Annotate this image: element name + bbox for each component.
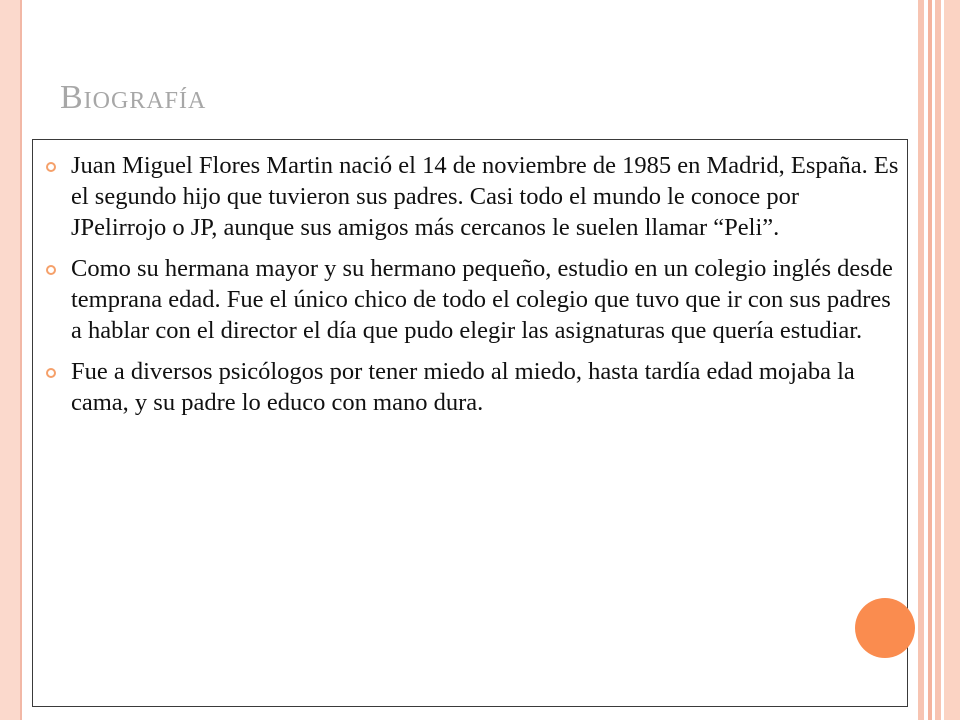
bullet-item xyxy=(40,253,900,346)
right-stripe xyxy=(944,0,960,720)
bullet-item xyxy=(40,150,900,243)
bullet-item xyxy=(40,356,900,418)
decorative-orange-circle xyxy=(855,598,915,658)
bullet-circle-icon xyxy=(46,162,56,172)
bullet-text: Como su hermana mayor y su hermano pequeño, estudio en un colegio inglés desde temprana edad. Fue el único chico de todo el colegio que tuvo que ir con sus padres a hablar con el director el día que pudo elegir las asignaturas que quería estudiar. xyxy=(71,255,893,344)
bullet-circle-icon xyxy=(46,265,56,275)
bullet-list xyxy=(40,150,900,428)
bullet-text: Fue a diversos psicólogos por tener miedo al miedo, hasta tardía edad mojaba la cama, y su padre lo educo con mano dura. xyxy=(71,358,855,416)
slide-title: Biografía xyxy=(60,79,207,116)
left-frame-line xyxy=(20,0,22,720)
left-frame-border xyxy=(0,0,20,720)
bullet-text: Juan Miguel Flores Martin nació el 14 de noviembre de 1985 en Madrid, España. Es el segundo hijo que tuvieron sus padres. Casi todo el mundo le conoce por JPelirrojo o JP, aunque sus amigos más cercanos le suelen llamar “Peli”. xyxy=(71,152,899,241)
bullet-circle-icon xyxy=(46,368,56,378)
